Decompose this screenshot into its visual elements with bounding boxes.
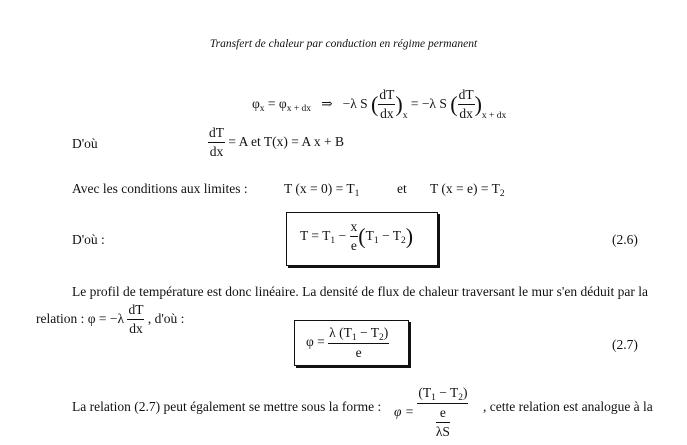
equation-2-6: $T = T_1$ − $\frac{x}{e}$ $(T_1 - T_2)$: [300, 219, 414, 254]
running-header: Transfert de chaleur par conduction en régime permanent: [209, 38, 478, 50]
boundary-condition-2: T $(x = e) = T_2$: [430, 181, 505, 199]
equation-number-2-6: (2.6): [612, 232, 638, 247]
linear-solution-line: [72, 136, 98, 152]
flux-fraction: $\frac{\lambda (T_1 - T_2)}{e}$: [329, 325, 389, 360]
boundary-condition-1: T $(x = 0) = T_1$: [284, 181, 360, 199]
thermal-resistance-fraction: $\frac{e}{\lambda S}$: [435, 404, 450, 440]
derivative-fraction: $\frac{dT}{dx}$: [458, 87, 474, 122]
paragraph-relation-suffix: , cette relation est analogue à la: [483, 399, 653, 414]
derivative-fraction: $\frac{dT}{dx}$: [209, 125, 224, 160]
resistance-form-equation: φ = $\frac{(T_1 - T_2)}{\frac{e}{\lambda S}}$: [394, 385, 468, 440]
linear-solution-equation: $\frac{dT}{dx}$ = A et T(x) = A x + B: [209, 125, 344, 160]
derivative-fraction: $\frac{dT}{dx}$: [128, 302, 144, 337]
paragraph-profile-line1: Le profil de température est donc linéaire. La densité de flux de chaleur traversant le mur s'en déduit par la: [72, 284, 648, 299]
x-over-e-fraction: $\frac{x}{e}$: [350, 219, 358, 254]
implies-arrow: ⇒: [321, 95, 333, 111]
dou-label: D'où: [72, 136, 98, 151]
derivative-fraction: $\frac{dT}{dx}$: [379, 87, 395, 122]
resistance-fraction: $\frac{(T_1 - T_2)}{\frac{e}{\lambda S}}$: [418, 385, 468, 440]
equation-2-7: φ = $\frac{\lambda (T_1 - T_2)}{e}$: [306, 325, 389, 360]
flux-balance-equation: $\varphi_x = \varphi_{x + dx}$ ⇒ −λ S ( $\frac{dT}{dx}$ )$_x = -\lambda$ S ( $\frac{dT}{dx}$ )$_{x + dx}$: [252, 87, 507, 122]
boundary-conditions-label: Avec les conditions aux limites :: [72, 181, 248, 196]
dou-label-2: D'où :: [72, 232, 105, 247]
paragraph-profile-line2: relation : φ = −λ $\frac{dT}{dx}$ , d'où :: [36, 302, 185, 337]
equation-number-2-7: (2.7): [612, 337, 638, 352]
phi-symbol: φ: [252, 95, 260, 111]
paragraph-relation-form: La relation (2.7) peut également se mettre sous la forme :: [72, 399, 382, 414]
conditions-et: et: [397, 181, 407, 196]
